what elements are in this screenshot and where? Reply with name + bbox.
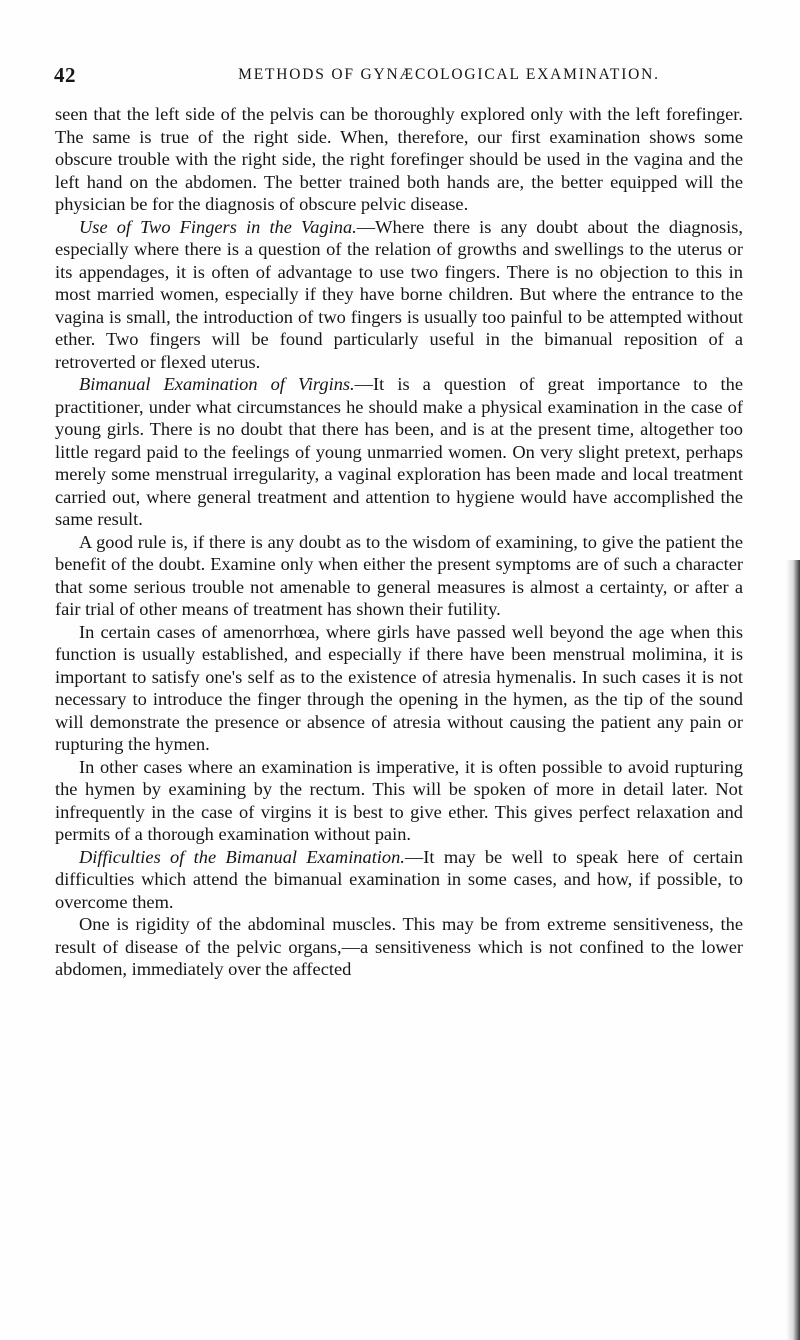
- paragraph-rectum: [55, 756, 743, 846]
- running-title: METHODS OF GYNÆCOLOGICAL EXAMINATION.: [238, 66, 660, 83]
- section-heading-virgins: Bimanual Examination of Virgins.: [79, 374, 355, 394]
- paragraph-amenorrhoea: [55, 621, 743, 756]
- paragraph-text: In certain cases of amenorrhœa, where girls have passed well beyond the age when this function is usually established, and especially if there have been menstrual molimina, it is important to satisfy one's self as to the existence of atresia hymenalis. In such cases it is not necessary to introduce the finger through the opening in the hymen, as the tip of the sound will demonstrate the presence or absence of atresia without causing the patient any pain or rupturing the hymen.: [55, 621, 743, 754]
- paragraph-text: —Where there is any doubt about the diagnosis, especially where there is a question of the relation of growths and swellings to the uterus or its appendages, it is often of advantage to use two fingers. There is no objection to this in most married women, especially if they have borne children. But where the entrance to the vagina is small, the introduction of two fingers is usually too painful to be attempted without ether. Two fingers will be found particularly useful in the bimanual reposition of a retroverted or flexed uterus.: [55, 216, 743, 372]
- paragraph-difficulties: [55, 846, 743, 914]
- page-number: 42: [54, 63, 76, 87]
- paragraph-rigidity: [55, 913, 743, 981]
- paragraph-text: seen that the left side of the pelvis can be thoroughly explored only with the left forefinger. The same is true of the right side. When, therefore, our first examination shows some obscure trouble with the right side, the right forefinger should be used in the vagina and the left hand on the abdomen. The better trained both hands are, the better equipped will the physician be for the diagnosis of obscure pelvic disease.: [55, 104, 743, 214]
- paragraph-text: —It is a question of great importance to the practitioner, under what circumstances he should make a physical examination in the case of young girls. There is no doubt that there has been, and is at the present time, altogether too little regard paid to the feelings of young unmarried women. On very slight pretext, perhaps merely some menstrual irregularity, a vaginal exploration has been made and local treatment carried out, where general treatment and attention to hygiene would have accomplished the same result.: [55, 374, 743, 529]
- paragraph-text: One is rigidity of the abdominal muscles. This may be from extreme sensitiveness, the result of disease of the pelvic organs,—a sensitiveness which is not confined to the lower abdomen, immediately over the affected: [55, 914, 743, 979]
- paragraph-two-fingers: [55, 216, 743, 374]
- paragraph-text: —It may be well to speak here of certain difficulties which attend the bimanual examination in some cases, and how, if possible, to overcome them.: [55, 846, 743, 912]
- paragraph-good-rule: [55, 531, 743, 621]
- section-heading-difficulties: Difficulties of the Bimanual Examination.: [79, 846, 405, 867]
- page-edge-shadow: [786, 560, 800, 1340]
- paragraph-text: In other cases where an examination is imperative, it is often possible to avoid rupturing the hymen by examining by the rectum. This will be spoken of more in detail later. Not infrequently in the case of virgins it is best to give ether. This gives perfect relaxation and permits of a thorough examination without pain.: [55, 756, 743, 844]
- paragraph-continuation: [55, 103, 743, 216]
- body-text: [55, 103, 743, 981]
- paragraph-virgins: [55, 373, 743, 531]
- paragraph-text: A good rule is, if there is any doubt as to the wisdom of examining, to give the patient the benefit of the doubt. Examine only when either the present symptoms are of such a character that some serious trouble not amenable to general measures is almost a certainty, or after a fair trial of other means of treatment has shown their futility.: [55, 531, 743, 619]
- section-heading-two-fingers: Use of Two Fingers in the Vagina.: [79, 216, 357, 237]
